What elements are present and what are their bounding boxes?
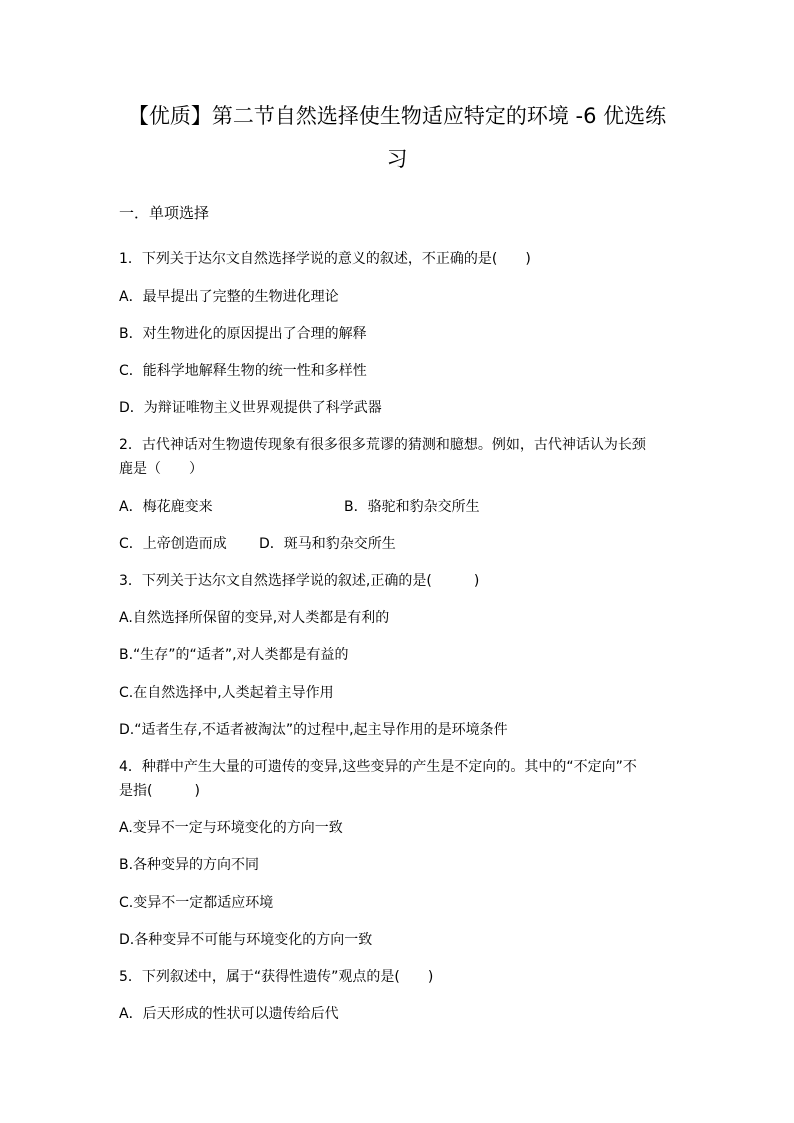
question-1-option-a: A．最早提出了完整的生物进化理论 [119, 289, 339, 305]
question-5-stem: 5．下列叙述中，属于“获得性遗传”观点的是( ) [119, 969, 434, 985]
question-1-stem: 1．下列关于达尔文自然选择学说的意义的叙述，不正确的是( ) [119, 251, 531, 267]
question-1-option-d: D．为辩证唯物主义世界观提供了科学武器 [119, 400, 382, 416]
question-4-option-c: C.变异不一定都适应环境 [119, 895, 274, 911]
question-4-option-b: B.各种变异的方向不同 [119, 857, 260, 873]
document-title-line-1: 【优质】第二节自然选择使生物适应特定的环境 -6 优选练 [127, 104, 667, 128]
question-1-option-c: C．能科学地解释生物的统一性和多样性 [119, 363, 367, 379]
question-5-option-a: A．后天形成的性状可以遗传给后代 [119, 1006, 339, 1022]
question-4-stem-line-2: 是指( ) [119, 783, 200, 799]
question-3-option-a: A.自然选择所保留的变异,对人类都是有利的 [119, 610, 390, 626]
question-3-stem: 3．下列关于达尔文自然选择学说的叙述,正确的是( ) [119, 573, 480, 589]
question-4-option-a: A.变异不一定与环境变化的方向一致 [119, 820, 343, 836]
question-3-option-d: D.“适者生存,不适者被淘汰”的过程中,起主导作用的是环境条件 [119, 722, 508, 738]
question-2-option-b: B．骆驼和豹杂交所生 [344, 499, 480, 515]
question-4-stem-line-1: 4．种群中产生大量的可遗传的变异,这些变异的产生是不定向的。其中的“不定向”不 [119, 759, 637, 775]
question-2-stem-line-2: 鹿是（ ） [119, 461, 203, 477]
question-2-stem-line-1: 2．古代神话对生物遗传现象有很多很多荒谬的猜测和臆想。例如，古代神话认为长颈 [119, 437, 646, 453]
question-2-option-a: A．梅花鹿变来 [119, 499, 213, 515]
question-3-option-c: C.在自然选择中,人类起着主导作用 [119, 685, 334, 701]
question-3-option-b: B.“生存”的“适者”,对人类都是有益的 [119, 647, 349, 663]
question-2-option-c: C．上帝创造而成 [119, 536, 227, 552]
question-2-option-d: D．斑马和豹杂交所生 [259, 536, 396, 552]
document-title-line-2: 习 [386, 147, 408, 171]
question-4-option-d: D.各种变异不可能与环境变化的方向一致 [119, 932, 373, 948]
section-heading: 一．单项选择 [119, 204, 210, 222]
question-1-option-b: B．对生物进化的原因提出了合理的解释 [119, 326, 367, 342]
